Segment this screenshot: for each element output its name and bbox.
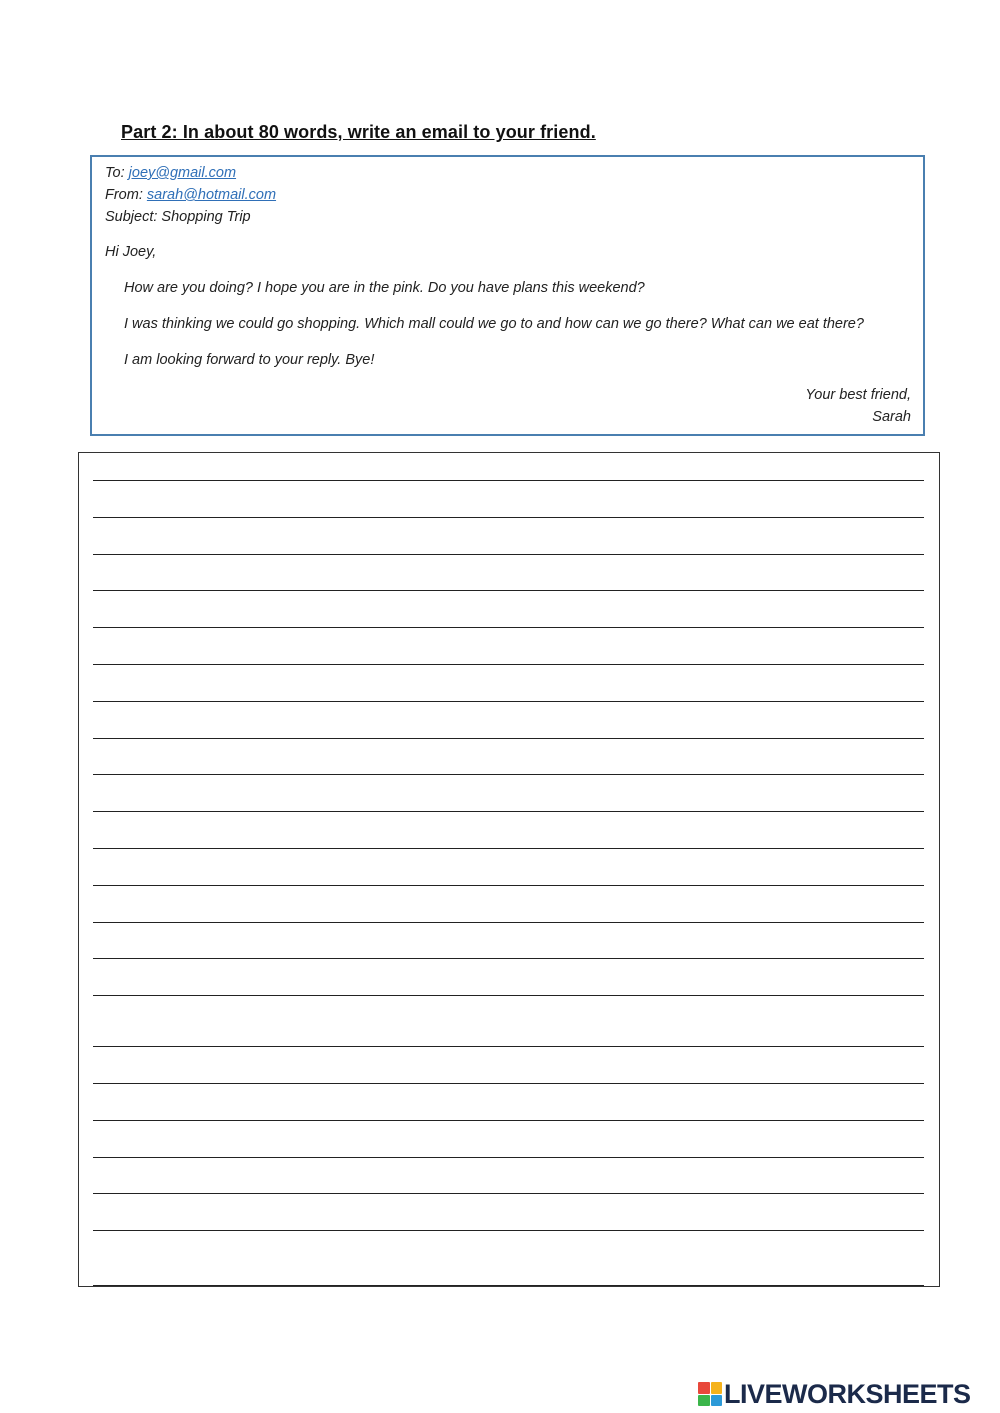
logo-grid-icon [698, 1382, 722, 1406]
page-heading: Part 2: In about 80 words, write an email to your friend. [121, 122, 596, 142]
answer-line [93, 1157, 924, 1158]
answer-line [93, 517, 924, 518]
answer-line [93, 1083, 924, 1084]
logo-text: LIVEWORKSHEETS [724, 1378, 971, 1409]
answer-line [93, 701, 924, 702]
answer-box[interactable] [78, 452, 940, 1287]
logo-square [711, 1382, 723, 1394]
logo-square [698, 1382, 710, 1394]
answer-line [93, 1193, 924, 1194]
logo-square [698, 1395, 710, 1407]
email-to-line [105, 165, 236, 181]
email-signature: Sarah [872, 409, 911, 425]
answer-line [93, 738, 924, 739]
answer-line [93, 811, 924, 812]
email-from-line [105, 187, 276, 203]
email-from-label: From: [105, 187, 147, 203]
email-to-link[interactable]: joey@gmail.com [128, 165, 237, 181]
answer-line [93, 590, 924, 591]
email-signoff: Your best friend, [805, 387, 911, 403]
answer-line [93, 480, 924, 481]
answer-line [93, 1046, 924, 1047]
email-paragraph-1: How are you doing? I hope you are in the pink. Do you have plans this weekend? [124, 280, 645, 296]
answer-line [93, 1230, 924, 1231]
email-subject: Subject: Shopping Trip [105, 209, 251, 225]
email-to-label: To: [105, 165, 129, 181]
answer-line [93, 958, 924, 959]
email-greeting: Hi Joey, [105, 244, 157, 260]
email-from-link[interactable]: sarah@hotmail.com [146, 187, 277, 203]
answer-line [93, 627, 924, 628]
answer-line [93, 664, 924, 665]
answer-line [93, 885, 924, 886]
answer-line [93, 554, 924, 555]
email-paragraph-3: I am looking forward to your reply. Bye! [124, 352, 375, 368]
email-paragraph-2: I was thinking we could go shopping. Which mall could we go to and how can we go there? What can we eat there? [124, 316, 864, 332]
answer-line [93, 848, 924, 849]
answer-line [93, 922, 924, 923]
answer-line [93, 774, 924, 775]
logo-square [711, 1395, 723, 1407]
answer-line [93, 995, 924, 996]
answer-line [93, 1285, 924, 1286]
answer-line [93, 1120, 924, 1121]
liveworksheets-logo [698, 1378, 971, 1410]
email-box [90, 155, 925, 436]
